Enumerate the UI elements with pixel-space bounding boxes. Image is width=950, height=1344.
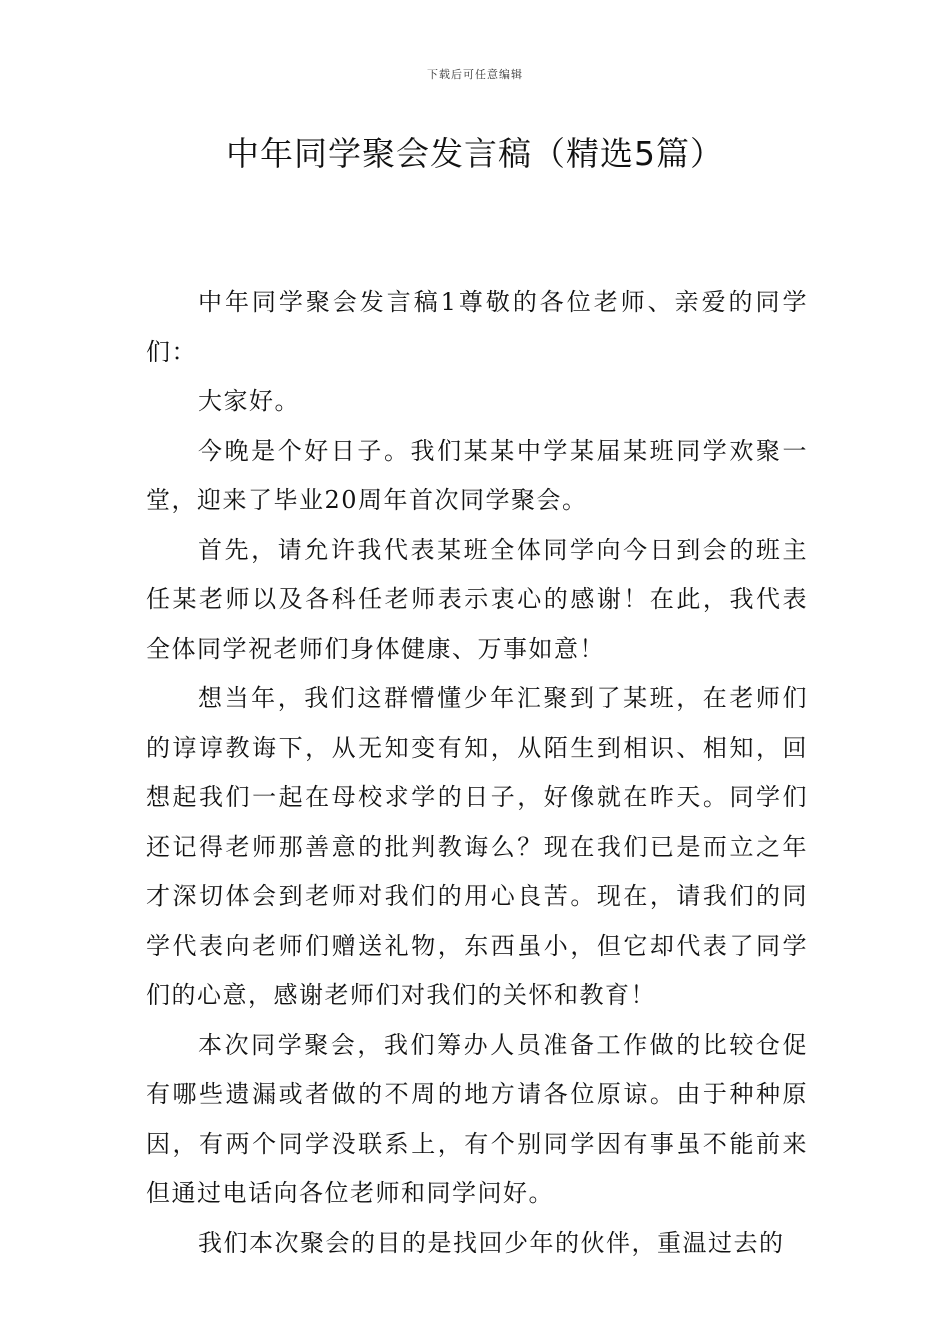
paragraph-hello: 大家好。 bbox=[198, 387, 300, 415]
document-title: 中年同学聚会发言稿（精选5篇） bbox=[226, 134, 724, 173]
paragraph-thanks: 首先，请允许我代表某班全体同学向今日到会的班主任某老师以及各科任老师表示衷心的感谢！在此，我代表全体同学祝老师们身体健康、万事如意！ bbox=[146, 535, 808, 663]
document-body bbox=[146, 278, 808, 1268]
paragraph-purpose: 我们本次聚会的目的是找回少年的伙伴，重温过去的 bbox=[198, 1228, 785, 1257]
header-note: 下载后可任意编辑 bbox=[427, 68, 523, 81]
paragraph-tonight: 今晚是个好日子。我们某某中学某届某班同学欢聚一堂，迎来了毕业20周年首次同学聚会。 bbox=[146, 436, 808, 514]
paragraph-memories: 想当年，我们这群懵懂少年汇聚到了某班，在老师们的谆谆教诲下，从无知变有知，从陌生到相识、相知，回想起我们一起在母校求学的日子，好像就在昨天。同学们还记得老师那善意的批判教诲么？现在我们已是而立之年才深切体会到老师对我们的用心良苦。现在，请我们的同学代表向老师们赠送礼物，东西虽小，但它却代表了同学们的心意，感谢老师们对我们的关怀和教育！ bbox=[146, 684, 808, 1009]
paragraph-greeting: 中年同学聚会发言稿1尊敬的各位老师、亲爱的同学们： bbox=[146, 288, 808, 366]
paragraph-apology: 本次同学聚会，我们筹办人员准备工作做的比较仓促有哪些遗漏或者做的不周的地方请各位原谅。由于种种原因，有两个同学没联系上，有个别同学因有事虽不能前来但通过电话向各位老师和同学问好。 bbox=[146, 1030, 808, 1207]
